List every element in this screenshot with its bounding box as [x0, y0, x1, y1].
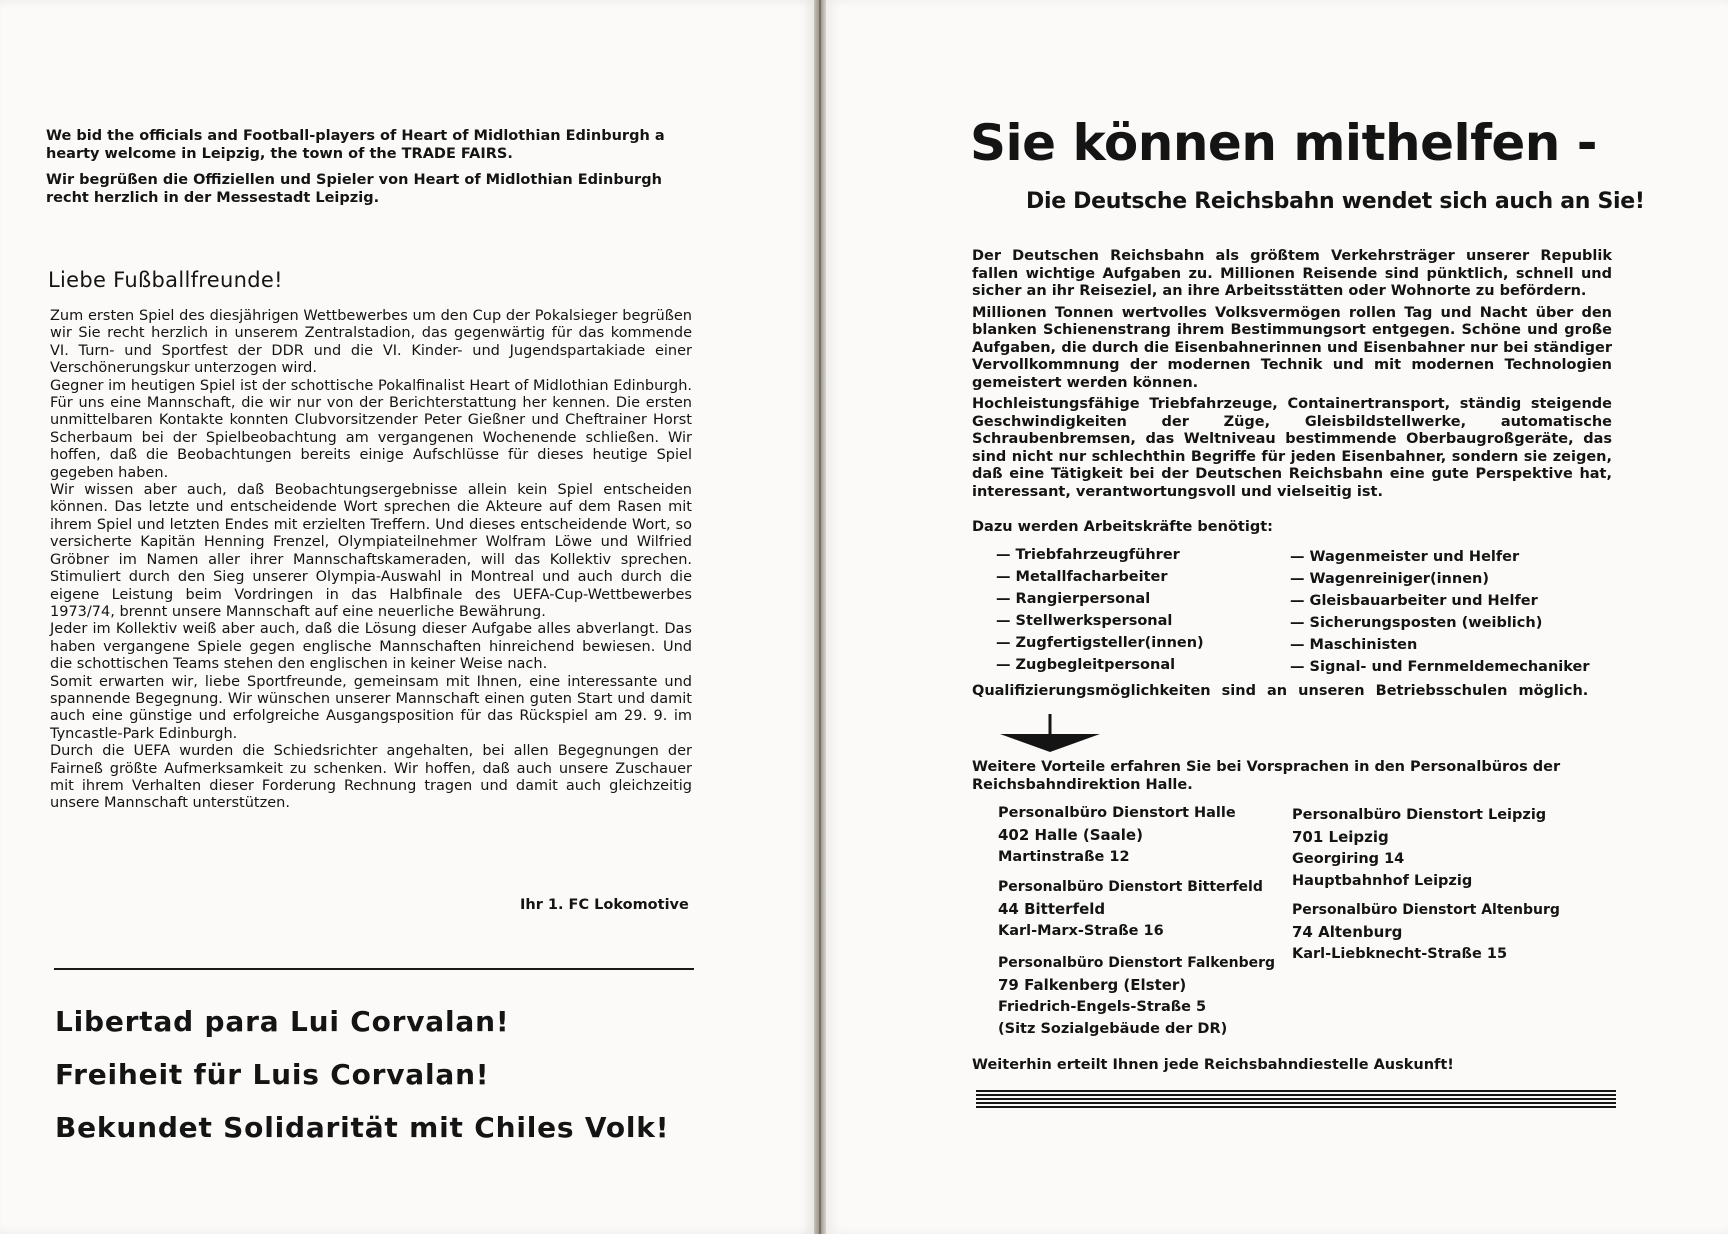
letter-paragraph: Somit erwarten wir, liebe Sportfreunde, gemeinsam mit Ihnen, eine interessante und spannende Begegnung. Wir wünschen unserer Mannschaft einen guten Start und damit auch eine günstige und erfolgreiche Ausgangsposition für das Rückspiel am 29. 9. im Tyncastle-Park Edinburgh.	[50, 673, 692, 742]
letter-paragraph: Jeder im Kollektiv weiß aber auch, daß die Lösung dieser Aufgabe alles abverlangt. Das haben vergangene Spiele gegen englische Mannschaften hinreichend bewiesen. Und die schottischen Teams stehen den englischen in keiner Weise nach.	[50, 621, 692, 673]
job-item: — Wagenreiniger(innen)	[1290, 571, 1489, 587]
office-bitterfeld	[998, 876, 1263, 942]
office-street: Karl-Marx-Straße 16	[998, 923, 1164, 939]
office-city: 74 Altenburg	[1292, 923, 1403, 941]
office-halle	[998, 802, 1236, 868]
office-street: Karl-Liebknecht-Straße 15	[1292, 946, 1508, 962]
job-item: — Metallfacharbeiter	[996, 569, 1168, 585]
letter-heading: Liebe Fußballfreunde!	[48, 268, 283, 292]
office-altenburg	[1292, 899, 1560, 965]
intro-paragraph: Hochleistungsfähige Triebfahrzeuge, Containertransport, ständig steigende Geschwindigkeiten der Züge, Gleisbildstellwerke, automatische Schraubenbremsen, das Weltniveau bestimmende Oberbaugroßgeräte, das sind nicht nur schlechthin Begriffe für jeden Eisenbahner, sondern sie zeigen, daß eine Tätigkeit bei der Deutschen Reichsbahn eine gute Perspektive hat, interessant, verantwortungsvoll und vielseitig ist.	[972, 396, 1612, 500]
letter-signature: Ihr 1. FC Lokomotive	[520, 897, 689, 913]
office-street: Georgiring 14	[1292, 851, 1405, 867]
welcome-german: Wir begrüßen die Offiziellen und Spieler von Heart of Midlothian Edinburgh recht herzlich in der Messestadt Leipzig.	[46, 172, 662, 206]
office-city: 701 Leipzig	[1292, 828, 1389, 846]
job-item: — Maschinisten	[1290, 637, 1418, 653]
slogan-line: Bekundet Solidarität mit Chiles Volk!	[55, 1111, 670, 1144]
book-gutter	[814, 0, 826, 1234]
job-item: — Zugfertigsteller(innen)	[996, 635, 1204, 651]
jobs-intro: Dazu werden Arbeitskräfte benötigt:	[972, 519, 1273, 535]
jobs-list-left	[996, 544, 1204, 676]
letter-paragraph: Zum ersten Spiel des diesjährigen Wettbewerbes um den Cup der Pokalsieger begrüßen wir Sie recht herzlich in unserem Zentralstadion, das gegenwärtig für das kommende VI. Turn- und Sportfest der DDR und die VI. Kinder- und Jugendspartakiade einer Verschönerungskur unterzogen wird.	[50, 308, 692, 377]
office-name: Personalbüro Dienstort Halle	[998, 805, 1236, 821]
office-name: Personalbüro Dienstort Leipzig	[1292, 807, 1547, 823]
job-item: — Rangierpersonal	[996, 591, 1151, 607]
ad-intro	[972, 248, 1612, 505]
office-name: Personalbüro Dienstort Bitterfeld	[998, 879, 1263, 895]
office-note: Hauptbahnhof Leipzig	[1292, 873, 1473, 889]
office-note: (Sitz Sozialgebäude der DR)	[998, 1021, 1228, 1037]
office-city: 79 Falkenberg (Elster)	[998, 976, 1187, 994]
letter-body	[50, 308, 692, 813]
job-item: — Stellwerkspersonal	[996, 613, 1173, 629]
job-item: — Zugbegleitpersonal	[996, 657, 1176, 673]
jobs-list-right	[1290, 546, 1590, 678]
job-item: — Signal- und Fernmeldemechaniker	[1290, 659, 1590, 675]
office-street: Friedrich-Engels-Straße 5	[998, 999, 1207, 1015]
office-street: Martinstraße 12	[998, 849, 1130, 865]
divider-rule	[54, 968, 694, 970]
office-leipzig	[1292, 804, 1546, 892]
job-item: — Triebfahrzeugführer	[996, 547, 1180, 563]
welcome-block	[46, 127, 686, 215]
solidarity-slogans	[55, 995, 715, 1154]
letter-paragraph: Gegner im heutigen Spiel ist der schottische Pokalfinalist Heart of Midlothian Edinburgh. Für uns eine Mannschaft, die wir nur von der Berichterstattung her kennen. Die ersten unmittelbaren Kontakte konnten Clubvorsitzender Peter Gießner und Cheftrainer Horst Scherbaum bei der Spielbeobachtung am vergangenen Wochenende schließen. Wir hoffen, daß die Beobachtungen bereits einige Aufschlüsse für dieses heutige Spiel gegeben haben.	[50, 377, 692, 481]
down-arrow-icon	[998, 712, 1102, 754]
job-item: — Sicherungsposten (weiblich)	[1290, 615, 1543, 631]
left-page	[0, 0, 814, 1234]
office-falkenberg	[998, 952, 1275, 1040]
more-info-note: Weitere Vorteile erfahren Sie bei Vorsprachen in den Personalbüros der Reichsbahndirektion Halle.	[972, 759, 1561, 793]
welcome-english: We bid the officials and Football-players of Heart of Midlothian Edinburgh a hearty welcome in Leipzig, the town of the TRADE FAIRS.	[46, 128, 665, 162]
striped-rule	[976, 1090, 1616, 1108]
letter-paragraph: Durch die UEFA wurden die Schiedsrichter angehalten, bei allen Begegnungen der Fairneß größte Aufmerksamkeit zu schenken. Wir hoffen, daß auch unsere Zuschauer mit ihrem Verhalten dieser Forderung Rechnung tragen und damit auch gleichzeitig unsere Mannschaft unterstützen.	[50, 743, 692, 812]
slogan-line: Freiheit für Luis Corvalan!	[55, 1058, 490, 1091]
office-city: 402 Halle (Saale)	[998, 826, 1143, 844]
ad-subheadline: Die Deutsche Reichsbahn wendet sich auch an Sie!	[1026, 189, 1645, 214]
slogan-line: Libertad para Lui Corvalan!	[55, 1005, 510, 1038]
job-item: — Gleisbauarbeiter und Helfer	[1290, 593, 1538, 609]
office-name: Personalbüro Dienstort Altenburg	[1292, 902, 1560, 918]
qualification-note: Qualifizierungsmöglichkeiten sind an unseren Betriebsschulen möglich.	[972, 683, 1589, 699]
intro-paragraph: Der Deutschen Reichsbahn als größtem Verkehrsträger unserer Republik fallen wichtige Aufgaben zu. Millionen Reisende sind pünktlich, schnell und sicher an ihr Reiseziel, an ihre Arbeitsstätten oder Wohnorte zu befördern.	[972, 248, 1612, 299]
ad-headline: Sie können mithelfen -	[970, 114, 1598, 172]
letter-paragraph: Wir wissen aber auch, daß Beobachtungsergebnisse allein kein Spiel entscheiden können. Das letzte und entscheidende Wort sprechen die Akteure auf dem Rasen mit ihrem Spiel und letzten Endes mit erzielten Treffern. Und dieses entscheidende Wort, so versicherte Kapitän Henning Frenzel, Olympiateilnehmer Wolfram Löwe und Wilfried Gröbner im Namen aller ihrer Mannschaftskameraden, will das Kollektiv sprechen. Stimuliert durch den Sieg unserer Olympia-Auswahl in Montreal und auch durch die eigene Leistung beim Vordringen in das Halbfinale des UEFA-Cup-Wettbewerbes 1973/74, brennt unsere Mannschaft auf eine neuerliche Bewährung.	[50, 482, 692, 620]
office-name: Personalbüro Dienstort Falkenberg	[998, 955, 1276, 971]
office-city: 44 Bitterfeld	[998, 900, 1106, 918]
intro-paragraph: Millionen Tonnen wertvolles Volksvermögen rollen Tag und Nacht über den blanken Schienenstrang ihrem Bestimmungsort entgegen. Schöne und große Aufgaben, die durch die Eisenbahnerinnen und Eisenbahner nur bei ständiger Vervollkommnung der modernen Technik und mit modernen Technologien gemeistert werden können.	[972, 304, 1612, 391]
job-item: — Wagenmeister und Helfer	[1290, 549, 1520, 565]
right-page	[826, 0, 1728, 1234]
closing-note: Weiterhin erteilt Ihnen jede Reichsbahndiestelle Auskunft!	[972, 1057, 1454, 1073]
